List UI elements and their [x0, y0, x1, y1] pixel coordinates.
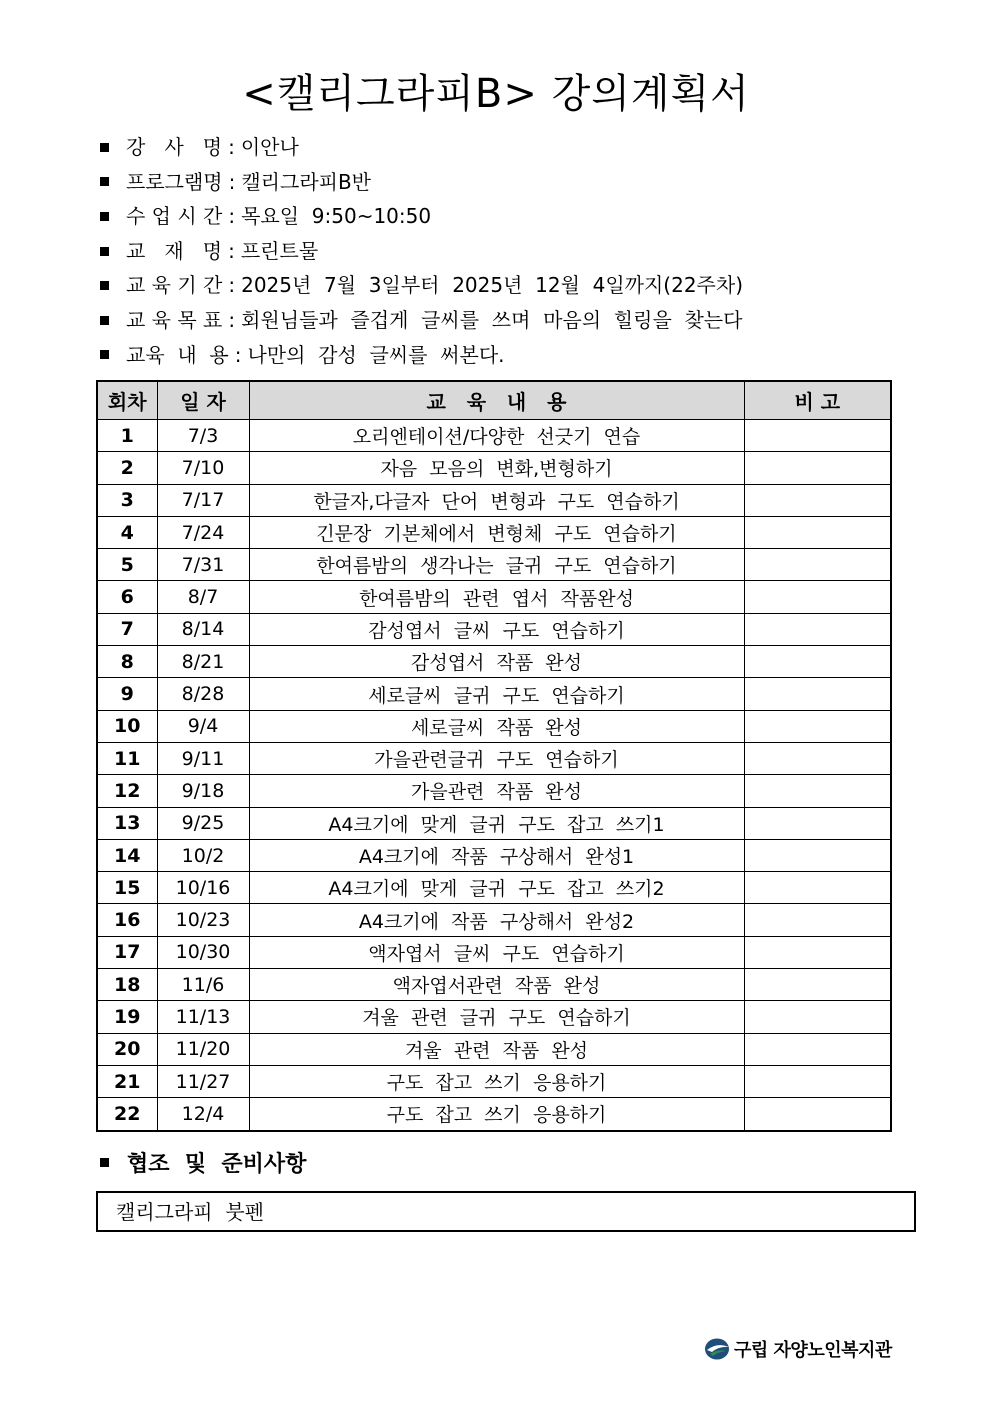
session-date: 9/25 — [157, 807, 249, 839]
info-value: 목요일 9:50~10:50 — [241, 204, 432, 229]
session-date: 10/30 — [157, 936, 249, 968]
session-number: 19 — [97, 1001, 157, 1033]
session-content: 액자엽서관련 작품 완성 — [249, 969, 744, 1001]
logo-text: 구립 자양노인복지관 — [734, 1340, 892, 1361]
session-content: 자음 모음의 변화,변형하기 — [249, 452, 744, 484]
info-separator: : — [228, 169, 236, 194]
session-note — [744, 1098, 891, 1131]
session-content: A4크기에 맞게 글귀 구도 잡고 쓰기2 — [249, 872, 744, 904]
session-date: 8/21 — [157, 646, 249, 678]
session-number: 1 — [97, 420, 157, 452]
page-title: <캘리그라피B> 강의계획서 — [242, 71, 750, 117]
session-number: 22 — [97, 1098, 157, 1131]
session-number: 14 — [97, 839, 157, 871]
session-date: 11/13 — [157, 1001, 249, 1033]
info-label: 교육 내 용 — [126, 342, 229, 367]
session-number: 17 — [97, 936, 157, 968]
session-number: 13 — [97, 807, 157, 839]
info-value: 프린트물 — [240, 238, 319, 263]
session-date: 7/3 — [157, 420, 249, 452]
session-date: 11/20 — [157, 1033, 249, 1065]
session-content: 겨울 관련 작품 완성 — [249, 1033, 744, 1065]
session-note — [744, 484, 891, 516]
session-note — [744, 549, 891, 581]
session-content: 긴문장 기본체에서 변형체 구도 연습하기 — [249, 516, 744, 548]
session-note — [744, 904, 891, 936]
session-content: 한글자,다글자 단어 변형과 구도 연습하기 — [249, 484, 744, 516]
session-content: 세로글씨 작품 완성 — [249, 710, 744, 742]
table-row — [97, 936, 891, 968]
session-number: 15 — [97, 872, 157, 904]
table-row — [97, 452, 891, 484]
info-value: 캘리그라피B반 — [241, 169, 371, 194]
session-content: 구도 잡고 쓰기 응용하기 — [249, 1065, 744, 1097]
table-row — [97, 969, 891, 1001]
session-note — [744, 678, 891, 710]
session-note — [744, 1033, 891, 1065]
session-note — [744, 452, 891, 484]
session-content: 가을관련글귀 구도 연습하기 — [249, 742, 744, 774]
table-row — [97, 839, 891, 871]
prep-heading — [100, 1145, 306, 1179]
session-content: 가을관련 작품 완성 — [249, 775, 744, 807]
info-value: 회원님들과 즐겁게 글씨를 쓰며 마음의 힐링을 찾는다 — [241, 307, 743, 332]
info-label: 강 사 명 — [126, 135, 223, 159]
session-date: 10/2 — [157, 839, 249, 871]
session-content: 한여름밤의 생각나는 글귀 구도 연습하기 — [249, 549, 744, 581]
table-row — [97, 678, 891, 710]
session-number: 6 — [97, 581, 157, 613]
info-item — [100, 130, 743, 165]
session-content: 감성엽서 작품 완성 — [249, 646, 744, 678]
session-content: 감성엽서 글씨 구도 연습하기 — [249, 613, 744, 645]
table-row — [97, 872, 891, 904]
session-date: 9/18 — [157, 775, 249, 807]
session-note — [744, 581, 891, 613]
info-value: 2025년 7월 3일부터 2025년 12월 4일까지(22주차) — [241, 273, 743, 298]
table-row — [97, 613, 891, 645]
session-note — [744, 420, 891, 452]
session-date: 9/11 — [157, 742, 249, 774]
info-list — [100, 130, 743, 372]
session-content: 액자엽서 글씨 구도 연습하기 — [249, 936, 744, 968]
bullet-square-icon — [100, 143, 109, 152]
session-date: 8/14 — [157, 613, 249, 645]
bullet-square-icon — [100, 1158, 109, 1167]
table-row — [97, 484, 891, 516]
session-note — [744, 742, 891, 774]
table-row — [97, 549, 891, 581]
session-date: 7/17 — [157, 484, 249, 516]
session-number: 9 — [97, 678, 157, 710]
bullet-square-icon — [100, 212, 109, 221]
session-date: 10/16 — [157, 872, 249, 904]
info-item — [100, 268, 743, 303]
table-row — [97, 775, 891, 807]
session-date: 10/23 — [157, 904, 249, 936]
table-row — [97, 581, 891, 613]
session-date: 11/27 — [157, 1065, 249, 1097]
session-content: 구도 잡고 쓰기 응용하기 — [249, 1098, 744, 1131]
table-row — [97, 1001, 891, 1033]
info-item — [100, 165, 743, 200]
session-number: 5 — [97, 549, 157, 581]
prep-content-text: 캘리그라피 붓펜 — [116, 1200, 264, 1224]
info-label: 교 육 목 표 — [126, 307, 223, 332]
session-date: 8/28 — [157, 678, 249, 710]
session-content: A4크기에 맞게 글귀 구도 잡고 쓰기1 — [249, 807, 744, 839]
table-row — [97, 516, 891, 548]
session-content: A4크기에 작품 구상해서 완성2 — [249, 904, 744, 936]
session-number: 11 — [97, 742, 157, 774]
info-label: 교 재 명 — [126, 238, 223, 263]
welfare-center-logo-icon — [704, 1337, 732, 1361]
info-item — [100, 199, 743, 234]
info-label: 프로그램명 — [126, 169, 223, 194]
session-number: 7 — [97, 613, 157, 645]
session-number: 16 — [97, 904, 157, 936]
table-row — [97, 710, 891, 742]
session-content: 겨울 관련 글귀 구도 연습하기 — [249, 1001, 744, 1033]
info-separator: : — [228, 238, 235, 263]
session-note — [744, 936, 891, 968]
session-number: 18 — [97, 969, 157, 1001]
info-separator: : — [228, 307, 236, 332]
session-note — [744, 613, 891, 645]
session-date: 9/4 — [157, 710, 249, 742]
session-note — [744, 710, 891, 742]
session-note — [744, 969, 891, 1001]
info-label: 교 육 기 간 — [126, 273, 223, 298]
session-note — [744, 839, 891, 871]
table-header-row — [97, 381, 891, 420]
session-note — [744, 1065, 891, 1097]
session-number: 10 — [97, 710, 157, 742]
info-separator: : — [228, 273, 236, 298]
session-note — [744, 872, 891, 904]
session-number: 2 — [97, 452, 157, 484]
info-value: 나만의 감성 글씨를 써본다. — [247, 342, 505, 367]
bullet-square-icon — [100, 177, 109, 186]
table-row — [97, 420, 891, 452]
session-content: 한여름밤의 관련 엽서 작품완성 — [249, 581, 744, 613]
header-content: 교 육 내 용 — [249, 381, 744, 420]
header-session: 회차 — [97, 381, 157, 420]
table-row — [97, 646, 891, 678]
table-row — [97, 1065, 891, 1097]
prep-heading-text: 협조 및 준비사항 — [127, 1151, 307, 1177]
table-row — [97, 904, 891, 936]
info-label: 수 업 시 간 — [126, 204, 223, 229]
session-date: 12/4 — [157, 1098, 249, 1131]
session-content: 오리엔테이션/다양한 선긋기 연습 — [249, 420, 744, 452]
session-content: 세로글씨 글귀 구도 연습하기 — [249, 678, 744, 710]
info-separator: : — [228, 135, 235, 159]
bullet-square-icon — [100, 316, 109, 325]
session-number: 3 — [97, 484, 157, 516]
table-row — [97, 742, 891, 774]
session-date: 11/6 — [157, 969, 249, 1001]
footer-logo — [704, 1336, 892, 1362]
info-separator: : — [228, 204, 236, 229]
table-row — [97, 1033, 891, 1065]
session-note — [744, 646, 891, 678]
table-row — [97, 807, 891, 839]
header-date: 일 자 — [157, 381, 249, 420]
info-item — [100, 338, 743, 373]
info-item — [100, 303, 743, 338]
info-separator: : — [234, 342, 242, 367]
session-content: A4크기에 작품 구상해서 완성1 — [249, 839, 744, 871]
info-item — [100, 234, 743, 269]
session-note — [744, 516, 891, 548]
session-date: 7/24 — [157, 516, 249, 548]
info-value: 이안나 — [240, 135, 299, 159]
lesson-plan-table — [96, 380, 892, 1132]
table-row — [97, 1098, 891, 1131]
session-number: 4 — [97, 516, 157, 548]
session-date: 7/10 — [157, 452, 249, 484]
session-note — [744, 1001, 891, 1033]
bullet-square-icon — [100, 281, 109, 290]
session-note — [744, 775, 891, 807]
session-date: 7/31 — [157, 549, 249, 581]
prep-content-box — [96, 1191, 916, 1232]
session-number: 12 — [97, 775, 157, 807]
session-note — [744, 807, 891, 839]
header-note: 비 고 — [744, 381, 891, 420]
session-date: 8/7 — [157, 581, 249, 613]
session-number: 8 — [97, 646, 157, 678]
bullet-square-icon — [100, 350, 109, 359]
session-number: 20 — [97, 1033, 157, 1065]
bullet-square-icon — [100, 247, 109, 256]
session-number: 21 — [97, 1065, 157, 1097]
